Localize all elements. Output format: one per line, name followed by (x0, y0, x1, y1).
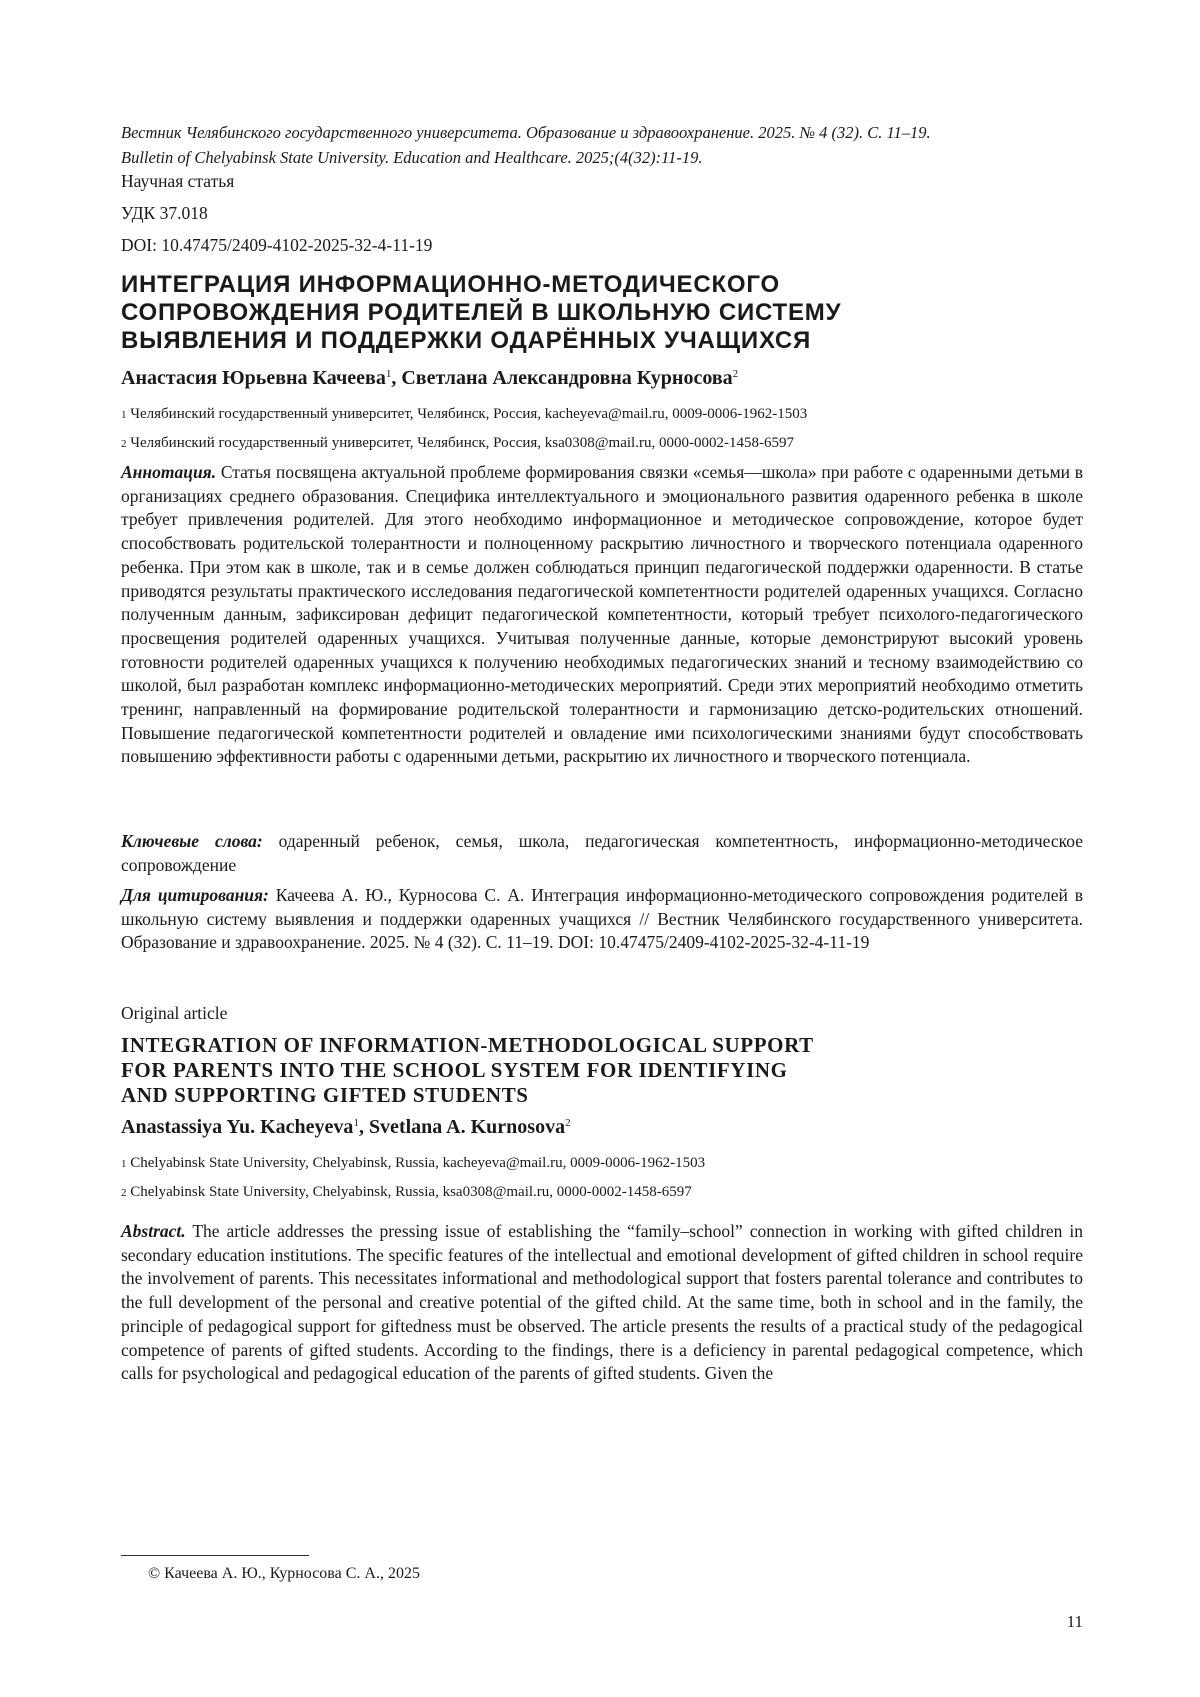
abstract-en-text: The article addresses the pressing issue of establishing the “family–school” connection in working with gifted children in secondary education institutions. The specific features of the intellectual and emotional development of gifted children in school require the involvement of parents. This necessitates informational and methodological support that fosters parental tolerance and contributes to the full development of the personal and creative potential of the gifted child. At the same time, both in school and in the family, the principle of pedagogical support for giftedness must be observed. The article presents the results of a practical study of the pedagogical competence of parents of gifted students. According to the findings, there is a deficiency in parental pedagogical competence, which calls for psychological and pedagogical education of the parents of gifted students. Given the (121, 1221, 1083, 1384)
affiliation-sup: 2 (121, 438, 127, 450)
author-sep: , (358, 1116, 369, 1138)
keywords-ru (121, 830, 1083, 877)
author-2-en-sup: 2 (565, 1117, 571, 1129)
authors-ru (121, 367, 738, 390)
affiliation-text: Челябинский государственный университет, Челябинск, Россия, ksa0308@mail.ru, 0000-0002-1458-6597 (130, 435, 794, 451)
abstract-en-label: Abstract. (121, 1221, 186, 1241)
author-1-ru: Анастасия Юрьевна Качеева (121, 367, 386, 389)
author-sep: , (391, 367, 402, 389)
title-ru-line: ВЫЯВЛЕНИЯ И ПОДДЕРЖКИ ОДАРЁННЫХ УЧАЩИХСЯ (121, 327, 812, 354)
authors-en (121, 1116, 571, 1139)
title-en-line: AND SUPPORTING GIFTED STUDENTS (121, 1083, 529, 1107)
doi: DOI: 10.47475/2409-4102-2025-32-4-11-19 (121, 235, 433, 255)
abstract-ru (121, 461, 1083, 769)
journal-ref-ru: Вестник Челябинского государственного университета. Образование и здравоохранение. 2025. № 4 (32). С. 11–19. (121, 123, 931, 142)
affiliation-1-en (121, 1149, 705, 1178)
affiliation-2-ru (121, 429, 807, 458)
keywords-ru-label: Ключевые слова: (121, 831, 263, 851)
title-en (121, 1033, 814, 1108)
citation-ru-label: Для цитирования: (121, 885, 269, 905)
abstract-en (121, 1220, 1083, 1386)
affiliation-1-ru (121, 400, 807, 429)
citation-ru (121, 884, 1083, 955)
title-ru-line: ИНТЕГРАЦИЯ ИНФОРМАЦИОННО-МЕТОДИЧЕСКОГО (121, 271, 780, 298)
article-type-en: Original article (121, 1003, 228, 1023)
affiliation-sup: 2 (121, 1187, 127, 1199)
author-1-en: Anastassiya Yu. Kacheyeva (121, 1116, 354, 1138)
article-type-ru: Научная статья (121, 171, 235, 191)
keywords-ru-text: одаренный ребенок, семья, школа, педагогическая компетентность, информационно-методическое сопровождение (121, 831, 1083, 875)
affiliation-2-en (121, 1178, 705, 1207)
affiliations-ru (121, 400, 807, 458)
author-2-ru-sup: 2 (732, 368, 739, 380)
author-1-en-sup: 1 (353, 1117, 359, 1129)
copyright: © Качеева А. Ю., Курносова С. А., 2025 (148, 1565, 420, 1582)
title-en-line: FOR PARENTS INTO THE SCHOOL SYSTEM FOR IDENTIFYING (121, 1058, 788, 1082)
author-2-en: Svetlana A. Kurnosova (368, 1116, 566, 1138)
udk: УДК 37.018 (121, 203, 208, 223)
affiliation-text: Челябинский государственный университет, Челябинск, Россия, kacheyeva@mail.ru, 0009-0006-1962-1503 (130, 406, 808, 422)
affiliations-en (121, 1149, 705, 1207)
title-ru (121, 271, 841, 355)
author-2-ru: Светлана Александровна Курносова (401, 367, 733, 389)
page-number: 11 (1066, 1612, 1083, 1631)
footnote-divider (121, 1555, 309, 1556)
affiliation-sup: 1 (121, 409, 127, 421)
affiliation-text: Chelyabinsk State University, Chelyabinsk, Russia, kacheyeva@mail.ru, 0009-0006-1962-1503 (130, 1155, 706, 1171)
title-ru-line: СОПРОВОЖДЕНИЯ РОДИТЕЛЕЙ В ШКОЛЬНУЮ СИСТЕМУ (121, 299, 842, 326)
abstract-ru-label: Аннотация. (121, 462, 217, 482)
title-en-line: INTEGRATION OF INFORMATION-METHODOLOGICAL SUPPORT (121, 1033, 814, 1057)
abstract-ru-text: Статья посвящена актуальной проблеме формирования связки «семья—школа» при работе с одаренными детьми в организациях среднего образования. Специфика интеллектуального и эмоционального развития одаренного ребенка в школе требует привлечения родителей. Для этого необходимо информационное и методическое сопровождение, которое будет способствовать родительской толерантности и полноценному раскрытию личностного и творческого потенциала одаренного ребенка. При этом как в школе, так и в семье должен соблюдаться принцип педагогической поддержки одаренности. В статье приводятся результаты практического исследования педагогической компетентности родителей одаренных учащихся. Согласно полученным данным, зафиксирован дефицит педагогической компетентности, который требует психолого-педагогического просвещения родителей одаренных учащихся. Учитывая полученные данные, которые демонстрируют высокий уровень готовности родителей одаренных учащихся к получению необходимых педагогических знаний и тесному взаимодействию со школой, был разработан комплекс информационно-методических мероприятий. Среди этих мероприятий необходимо отметить тренинг, направленный на формирование родительской толерантности и гармонизацию детско-родительских отношений. Повышение педагогической компетентности родителей и овладение ими психологическими знаниями будут способствовать повышению эффективности работы с одаренными детьми, раскрытию их личностного и творческого потенциала. (121, 462, 1083, 767)
citation-ru-text: Качеева А. Ю., Курносова С. А. Интеграция информационно-методического сопровождения родителей в школьную систему выявления и поддержки одаренных учащихся // Вестник Челябинского государственного университета. Образование и здравоохранение. 2025. № 4 (32). С. 11–19. DOI: 10.47475/2409-4102-2025-32-4-11-19 (121, 885, 1084, 953)
author-1-ru-sup: 1 (385, 368, 392, 380)
journal-ref-en: Bulletin of Chelyabinsk State University. Education and Healthcare. 2025;(4(32):11-19. (121, 148, 703, 167)
journal-header (121, 120, 931, 170)
affiliation-sup: 1 (121, 1158, 127, 1170)
affiliation-text: Chelyabinsk State University, Chelyabinsk, Russia, ksa0308@mail.ru, 0000-0002-1458-6597 (130, 1184, 692, 1200)
